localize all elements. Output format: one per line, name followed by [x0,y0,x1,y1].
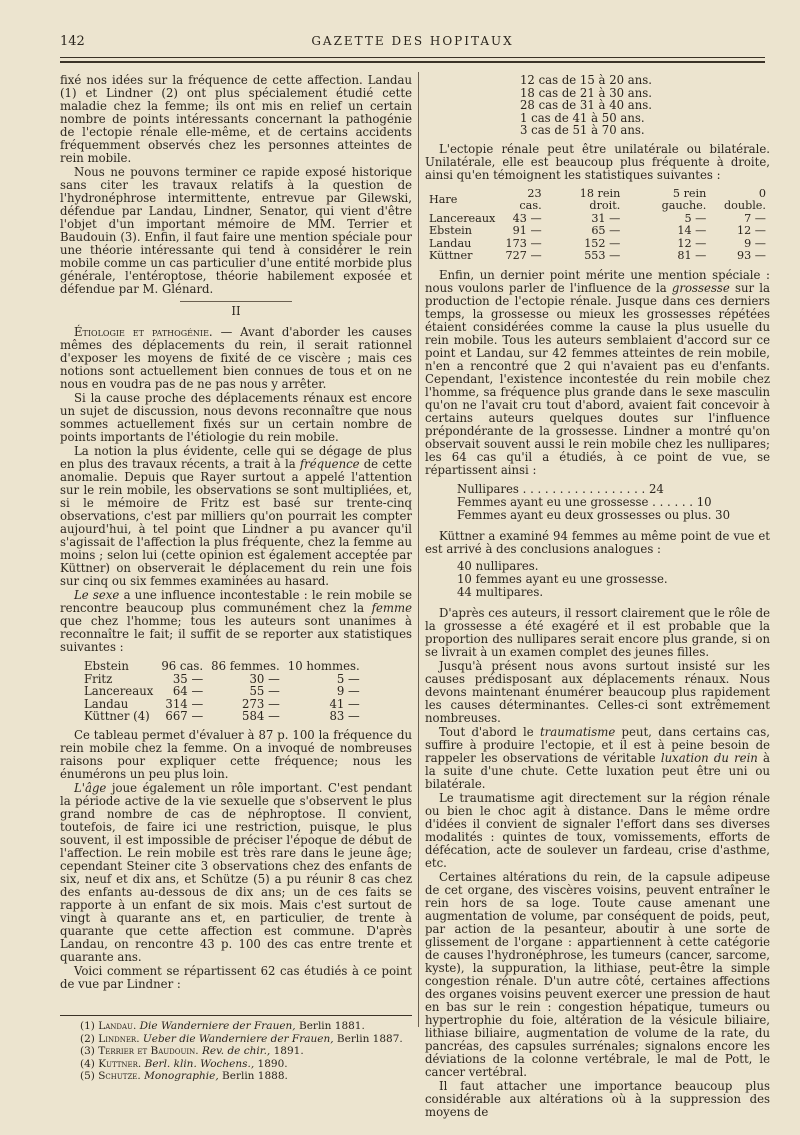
paragraph: Certaines altérations du rein, de la capsule adipeuse de cet organe, des viscères voisins, peuvent entraîner le rein hors de sa loge. Toute cause amenant une augmentation de volume, par conséquent de poids, peut, par action de la pesanteur, aboutir à une sorte de glissement de l'organe : appartiennent à cette catégorie de causes l'hydronéphrose, les tumeurs (cancer, sarcome, kyste), la suppuration, la lithiase, peut-être la simple congestion rénale. D'un autre côté, certaines affections des organes voisins peuvent exercer une pression de haut en bas sur le rein : congestion hépatique, tumeurs ou hypertrophie du foie, altération de la vésicule biliaire, lithiase biliaire, augmentation de volume de la rate, du pancréas, des capsules surrénales; signalons encore les déviations de la colonne vertébrale, le mal de Pott, le cancer vertébral. [425,869,770,1079]
list-item: 10 femmes ayant eu une grossesse. [457,571,668,586]
paragraph: Enfin, un dernier point mérite une mention spéciale : nous voulons parler de l'influence de la grossesse sur la production de l'ectopie rénale. Jusque dans ces derniers temps, la grossesse ou mieux les grossesses répétées étaient considérées comme la cause la plus usuelle du rein mobile. Tous les auteurs semblaient d'accord sur ce point et Landau, sur 42 femmes atteintes de rein mobile, n'en a rencontré que 2 qui n'avaient pas eu d'enfants. Cependant, l'existence incontestée du rein mobile chez l'homme, sa fréquence plus grande dans le sexe masculin qu'on ne l'avait cru tout d'abord, avaient fait concevoir à certains auteurs quelques doutes sur l'influence prépondérante de la grossesse. Lindner a montré qu'on observait souvent aussi le rein mobile chez les nullipares; les 64 cas qu'il a étudiés, à ce point de vue, se répartissent ainsi : [425,267,771,477]
paragraph: Küttner a examiné 94 femmes au même point de vue et est arrivé à des conclusions analogues : [425,528,770,556]
paragraph: La notion la plus évidente, celle qui se dégage de plus en plus des travaux récents, a trait à la fréquence de cette anomalie. Depuis que Rayer surtout a appelé l'attention sur le rein mobile, les observations se sont multipliées, et, si le mémoire de Fritz est basé sur trente-cinq observations, c'est par milliers qu'on pourrait les compter aujourd'hui, à tel point que Lindner a pu avancer qu'il s'agissait de l'affection la plus fréquente, chez la femme au moins ; selon lui (cette opinion est également acceptée par Küttner) on observerait le déplacement du rein une fois sur cinq ou six femmes examinées au hasard. [60,444,412,588]
table-row: Hare 23 cas. 18 rein droit. 5 rein gauche. 0 double. [429,186,766,212]
list-item: 44 multipares. [457,584,544,599]
footnote: (5) Schutze. Monographie, Berlin 1888. [80,1070,288,1082]
list-item: 28 cas de 31 à 40 ans. [520,98,652,112]
table-row: Fritz 35 — 30 — 5 — [84,671,360,686]
side-statistics-table [425,188,770,263]
section-heading [60,305,412,318]
table-row: Ebstein 96 cas. 86 femmes. 10 hommes. [84,659,360,673]
paragraph: Il faut attacher une importance beaucoup plus considérable aux altérations où à la suppression des moyens de [425,1078,770,1119]
list-item: 18 cas de 21 à 30 ans. [520,85,652,100]
footnote: (4) Kuttner. Berl. klin. Wochens., 1890. [80,1057,288,1070]
table-row: Ebstein 91 — 65 — 14 — 12 — [429,224,766,237]
list-item: 1 cas de 41 à 50 ans. [520,110,645,125]
page-header [60,34,765,54]
table-row: Landau 173 — 152 — 12 — 9 — [429,236,766,250]
kuttner-list [457,560,770,599]
paragraph: Nous ne pouvons terminer ce rapide exposé historique sans citer les travaux relatifs à la question de l'hydronéphrose intermittente, entrevue par Gilewski, défendue par Landau, Lindner, Senator, qui vient d'être l'objet d'un important mémoire de MM. Terrier et Baudouin (3). Enfin, il faut faire une mention spéciale pour une théorie intéressante qui tend à considérer le rein mobile comme un cas particulier d'une entité morbide plus générale, l'entéroptose, théorie habilement exposée et défendue par M. Glénard. [60,165,412,296]
page-number: 142 [60,34,85,49]
paragraph: Ce tableau permet d'évaluer à 87 p. 100 la fréquence du rein mobile chez la femme. On a invoqué de nombreuses raisons pour expliquer cette fréquence; nous les énumérons un peu plus loin. [60,727,412,781]
list-item: 40 nullipares. [457,558,539,573]
paragraph: Voici comment se répartissent 62 cas étudiés à ce point de vue par Lindner : [60,963,412,991]
table-row: Küttner 727 — 553 — 81 — 93 — [429,249,766,262]
sex-statistics-table [80,660,364,723]
paragraph: D'après ces auteurs, il ressort clairement que le rôle de la grossesse a été exagéré et il est probable que la proportion des nullipares serait encore plus grande, si on se livrait à un examen complet des jeunes filles. [425,605,770,659]
paragraph: Jusqu'à présent nous avons surtout insisté sur les causes prédisposant aux déplacements rénaux. Nous devons maintenant énumérer beaucoup plus rapidement les causes déterminantes. Celles-ci sont extrêmement nombreuses. [425,658,770,725]
section-rule [180,301,292,302]
paragraph: Le traumatisme agit directement sur la région rénale ou bien le choc agit à distance. Dans le même ordre d'idées il convient de signaler l'effort dans ses diverses modalités : quintes de toux, vomissements, efforts de défécation, acte de soulever un fardeau, crise d'asthme, etc. [425,790,770,870]
header-rule-thick [60,61,765,63]
left-column [60,74,412,992]
parity-list [457,483,770,522]
table-row: Lancereaux 64 — 55 — 9 — [84,684,360,698]
paragraph: Si la cause proche des déplacements rénaux est encore un sujet de discussion, nous devons reconnaître que nous sommes actuellement fixés sur un certain nombre de points importants de l'étiologie du rein mobile. [60,391,412,444]
paragraph: L'ectopie rénale peut être unilatérale ou bilatérale. Unilatérale, elle est beaucoup plus fréquente à droite, ainsi qu'en témoignent les statistiques suivantes : [425,141,770,182]
table-row: Lancereaux 43 — 31 — 5 — 7 — [429,211,766,225]
column-divider [418,72,419,1027]
journal-title: GAZETTE DES HOPITAUX [311,34,514,48]
footnote: (1) Landau. Die Wanderniere der Frauen, Berlin 1881. [80,1020,365,1032]
subsection-title: Étiologie et pathogénie. [74,325,213,339]
right-column [425,74,770,1120]
table-row: Küttner (4) 667 — 584 — 83 — [84,709,360,723]
list-item: 3 cas de 51 à 70 ans. [520,123,645,137]
paragraph: Étiologie et pathogénie. — Avant d'aborder les causes mêmes des déplacements du rein, il serait rationnel d'exposer les moyens de fixité de ce viscère ; mais ces notions sont actuellement bien connues de tous et on ne nous en voudra pas de ne pas nous y arrêter. [60,325,412,391]
table-row: Landau 314 — 273 — 41 — [84,696,360,711]
footnote-rule [60,1015,412,1016]
list-item: Nullipares . . . . . . . . . . . . . . . . . 24 [457,481,664,496]
list-item: 12 cas de 15 à 20 ans. [520,73,652,87]
paragraph: Tout d'abord le traumatisme peut, dans certains cas, suffire à produire l'ectopie, et il est à peine besoin de rappeler les observations de véritable luxation du rein à la suite d'une chute. Cette luxation peut être uni ou bilatérale. [425,724,770,791]
list-item: Femmes ayant eu deux grossesses ou plus. 30 [457,507,731,522]
footnotes [80,1020,410,1083]
age-distribution-list [520,74,770,137]
section-number: II [231,304,241,318]
paragraph: Le sexe a une influence incontestable : le rein mobile se rencontre beaucoup plus communément chez la femme que chez l'homme; tous les auteurs sont unanimes à reconnaître le fait; il suffit de se reporter aux statistiques suivantes : [60,588,412,654]
list-item: Femmes ayant eu une grossesse . . . . . . 10 [457,494,712,509]
footnote: (2) Lindner. Ueber die Wanderniere der Frauen, Berlin 1887. [80,1032,403,1045]
footnote: (3) Terrier et Baudouin. Rev. de chir., 1891. [80,1045,304,1057]
header-rule [60,57,765,58]
paragraph: L'âge joue également un rôle important. C'est pendant la période active de la vie sexuelle que s'observent le plus grand nombre de cas de néphroptose. Il convient, toutefois, de faire ici une restriction, puisque, le plus souvent, il est impossible de préciser l'époque de début de l'affection. Le rein mobile est très rare dans le jeune âge; cependant Steiner cite 3 observations chez des enfants de six, neuf et dix ans, et Schütze (5) a pu réunir 8 cas chez des enfants au-dessous de dix ans; un de ces faits se rapporte à un enfant de six mois. Mais c'est surtout de vingt à quarante ans et, en particulier, de trente à quarante que cette affection est commune. D'après Landau, on rencontre 43 p. 100 des cas entre trente et quarante ans. [60,780,412,964]
paragraph: fixé nos idées sur la fréquence de cette affection. Landau (1) et Lindner (2) ont plus spécialement étudié cette maladie chez la femme; ils ont mis en relief un certain nombre de points intéressants concernant la pathogénie de l'ectopie rénale elle-même, et de certains accidents fréquemment observés chez les personnes atteintes de rein mobile. [60,73,412,165]
